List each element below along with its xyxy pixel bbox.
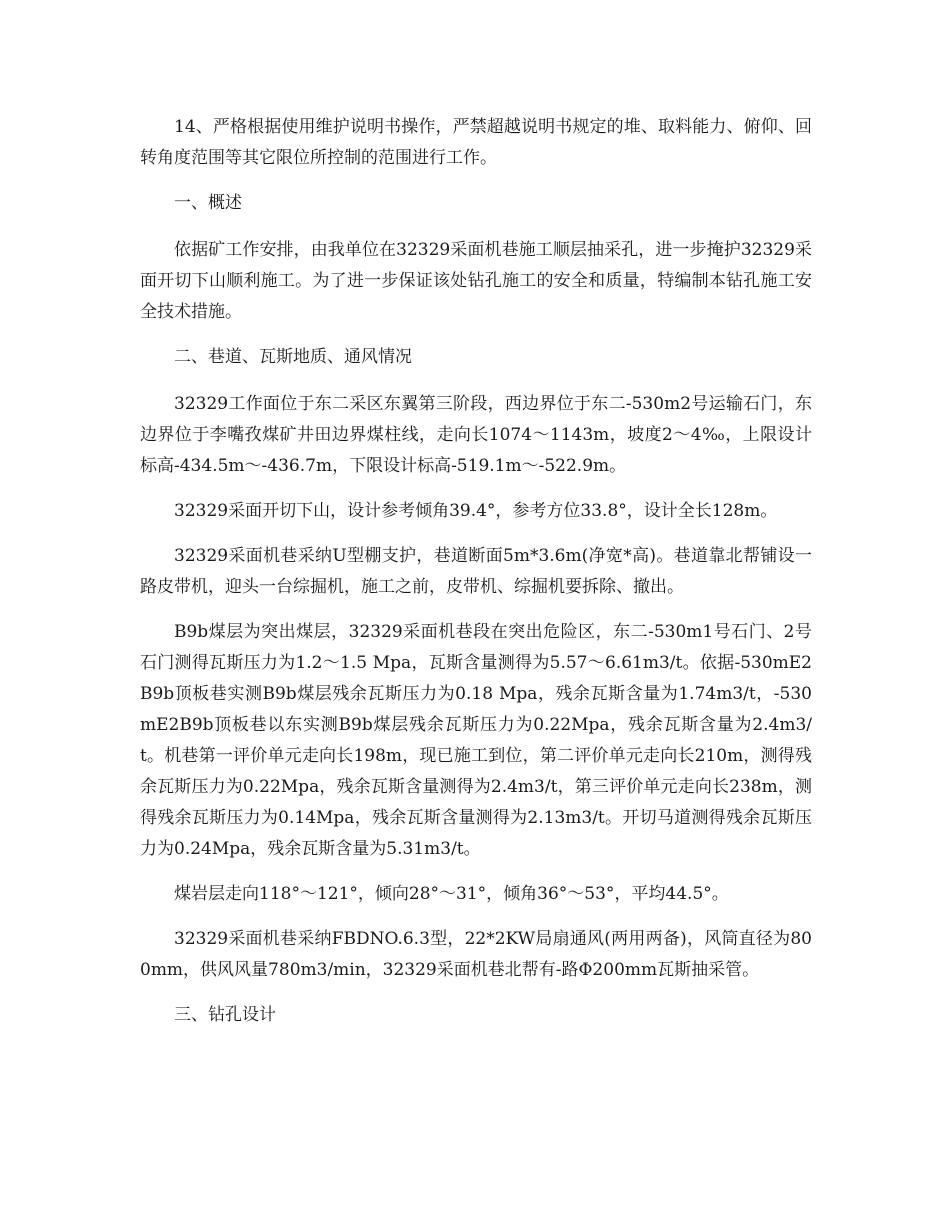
paragraph-seam-attitude: 煤岩层走向118°～121°，倾向28°～31°，倾角36°～53°，平均44.5°。 [174,884,729,904]
paragraph-overview: 依据矿工作安排，由我单位在32329采面机巷施工顺层抽采孔，进一步掩护32329采面开切下山顺利施工。为了进一步保证该处钻孔施工的安全和质量，特编制本钻孔施工安全技术措施。 [140,240,812,322]
section-heading-drilling-design: 三、钻孔设计 [174,1005,276,1025]
paragraph-ventilation: 32329采面机巷采纳FBDNO.6.3型，22*2KW局扇通风(两用两备)，风筒直径为800mm，供风风量780m3/min，32329采面机巷北帮有-路Φ200mm瓦斯抽采管。 [140,929,812,980]
section-heading-overview: 一、概述 [174,193,242,213]
paragraph-cut-downhill: 32329采面开切下山，设计参考倾角39.4°，参考方位33.8°，设计全长128m。 [174,501,778,521]
section-heading-conditions: 二、巷道、瓦斯地质、通风情况 [174,347,412,367]
paragraph-workface-location: 32329工作面位于东二采区东翼第三阶段，西边界位于东二-530m2号运输石门，东边界位于李嘴孜煤矿井田边界煤柱线，走向长1074～1143m，坡度2～4‰，上限设计标高-434.5m～-436.7m，下限设计标高-519.1m～-522.9m。 [140,394,812,476]
paragraph-item-14: 14、严格根据使用维护说明书操作，严禁超越说明书规定的堆、取料能力、俯仰、回转角度范围等其它限位所控制的范围进行工作。 [140,117,812,168]
paragraph-roadway-support: 32329采面机巷采纳U型棚支护，巷道断面5m*3.6m(净宽*高)。巷道靠北帮铺设一路皮带机，迎头一台综掘机，施工之前，皮带机、综掘机要拆除、撤出。 [140,546,812,597]
paragraph-gas-geology: B9b煤层为突出煤层，32329采面机巷段在突出危险区，东二-530m1号石门、2号石门测得瓦斯压力为1.2～1.5 Mpa，瓦斯含量测得为5.57～6.61m3/t。依据-530mE2B9b顶板巷实测B9b煤层残余瓦斯压力为0.18 Mpa，残余瓦斯含量为1.74m3/t，-530mE2B9b顶板巷以东实测B9b煤层残余瓦斯压力为0.22Mpa，残余瓦斯含量为2.4m3/t。机巷第一评价单元走向长198m，现已施工到位，第二评价单元走向长210m，测得残余瓦斯压力为0.22Mpa，残余瓦斯含量测得为2.4m3/t，第三评价单元走向长238m，测得残余瓦斯压力为0.14Mpa，残余瓦斯含量测得为2.13m3/t。开切马道测得残余瓦斯压力为0.24Mpa，残余瓦斯含量为5.31m3/t。 [140,622,812,859]
document-body [140,112,812,1047]
